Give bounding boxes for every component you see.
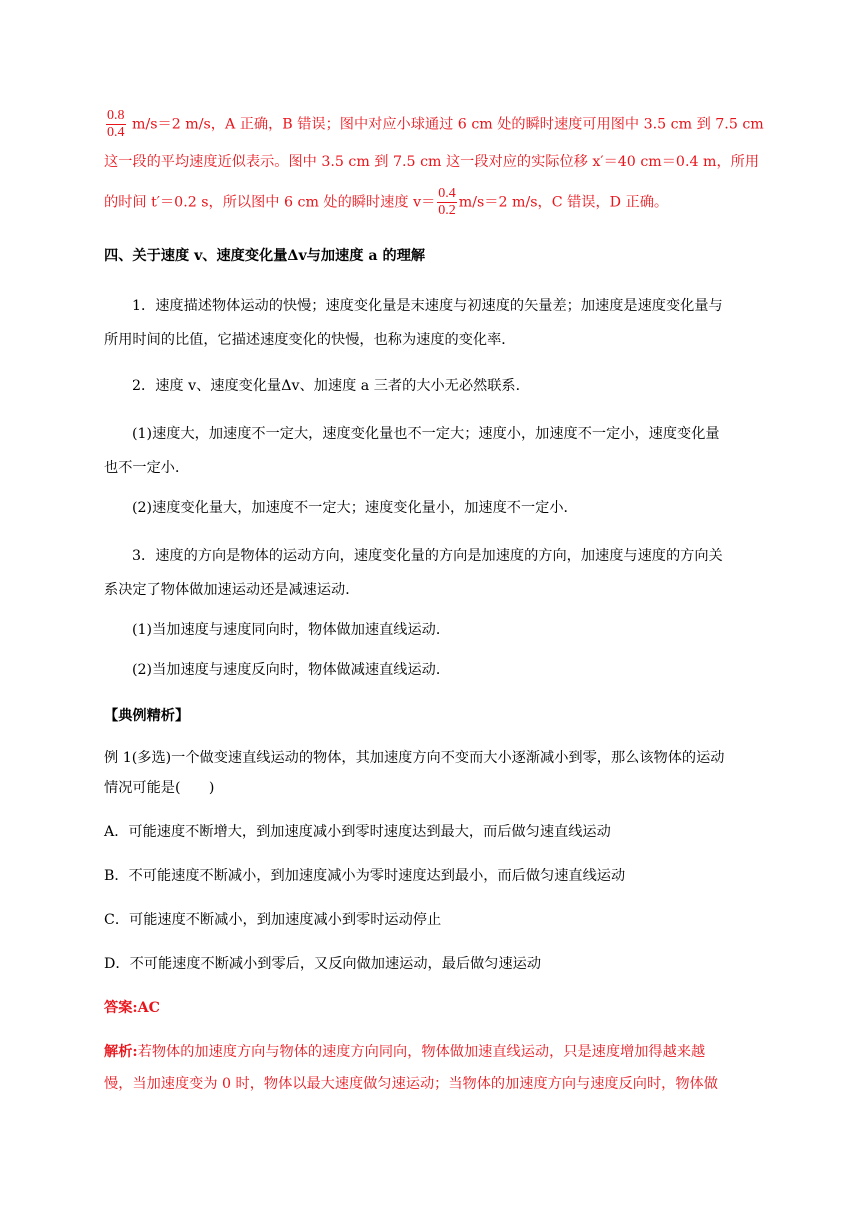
example-heading: 【典例精析】 (104, 708, 190, 724)
fraction (437, 186, 457, 219)
point-3-1: (1)当加速度与速度同向时，物体做加速直线运动． (132, 622, 451, 638)
fraction-denominator: 0.4 (107, 125, 125, 140)
option-b: B．不可能速度不断减小，到加速度减小为零时速度达到最小，而后做匀速直线运动 (104, 868, 626, 884)
analysis-label: 解析: (104, 1044, 138, 1060)
example-question-line-1: 例 1(多选)一个做变速直线运动的物体，其加速度方向不变而大小逐渐减小到零，那么该物体的运动 (104, 750, 725, 766)
option-a: A．可能速度不断增大，到加速度减小到零时速度达到最大，而后做匀速直线运动 (104, 824, 611, 840)
analysis-line-2: 慢，当加速度变为 0 时，物体以最大速度做匀速运动；当物体的加速度方向与速度反向时，物体做 (104, 1076, 718, 1092)
option-d: D．不可能速度不断减小到零后，又反向做加速运动，最后做匀速运动 (104, 956, 542, 972)
fraction-denominator: 0.2 (438, 203, 456, 218)
point-2-2: (2)速度变化量大，加速度不一定大；速度变化量小，加速度不一定小． (132, 500, 578, 516)
solution-text: m/s＝2 m/s，C 错误，D 正确。 (458, 194, 669, 211)
fraction-numerator: 0.8 (107, 108, 125, 123)
section-heading: 四、关于速度 v、速度变化量Δv与加速度 a 的理解 (104, 248, 426, 264)
solution-line-2: 这一段的平均速度近似表示。图中 3.5 cm 到 7.5 cm 这一段对应的实际位移 x′＝40 cm＝0.4 m，所用 (104, 154, 760, 170)
solution-text: m/s＝2 m/s，A 正确，B 错误；图中对应小球通过 6 cm 处的瞬时速度可用图中 3.5 cm 到 7.5 cm (127, 116, 764, 133)
answer: 答案:AC (104, 1000, 160, 1016)
fraction (106, 108, 126, 141)
point-1-line-2: 所用时间的比值，它描述速度变化的快慢，也称为速度的变化率． (104, 332, 516, 348)
analysis-text: 若物体的加速度方向与物体的速度方向同向，物体做加速直线运动，只是速度增加得越来越 (137, 1044, 706, 1060)
option-c: C．可能速度不断减小，到加速度减小到零时运动停止 (104, 912, 442, 928)
analysis-line-1 (104, 1042, 705, 1062)
point-3-line-2: 系决定了物体做加速运动还是减速运动． (104, 582, 360, 598)
point-3-2: (2)当加速度与速度反向时，物体做减速直线运动． (132, 662, 451, 678)
solution-line-1 (104, 108, 764, 141)
point-1-line-1: 1．速度描述物体运动的快慢；速度变化量是末速度与初速度的矢量差；加速度是速度变化量与 (132, 298, 723, 314)
solution-text: 的时间 t′＝0.2 s，所以图中 6 cm 处的瞬时速度 v＝ (104, 194, 436, 211)
point-2: 2．速度 v、速度变化量Δv、加速度 a 三者的大小无必然联系． (132, 378, 530, 394)
point-2-1-line-1: (1)速度大，加速度不一定大，速度变化量也不一定大；速度小，加速度不一定小，速度变化量 (132, 426, 720, 442)
point-2-1-line-2: 也不一定小． (104, 460, 190, 476)
fraction-numerator: 0.4 (438, 186, 456, 201)
solution-line-3 (104, 186, 668, 219)
point-3-line-1: 3．速度的方向是物体的运动方向，速度变化量的方向是加速度的方向，加速度与速度的方向关 (132, 548, 723, 564)
example-question-line-2: 情况可能是( ) (104, 780, 215, 796)
